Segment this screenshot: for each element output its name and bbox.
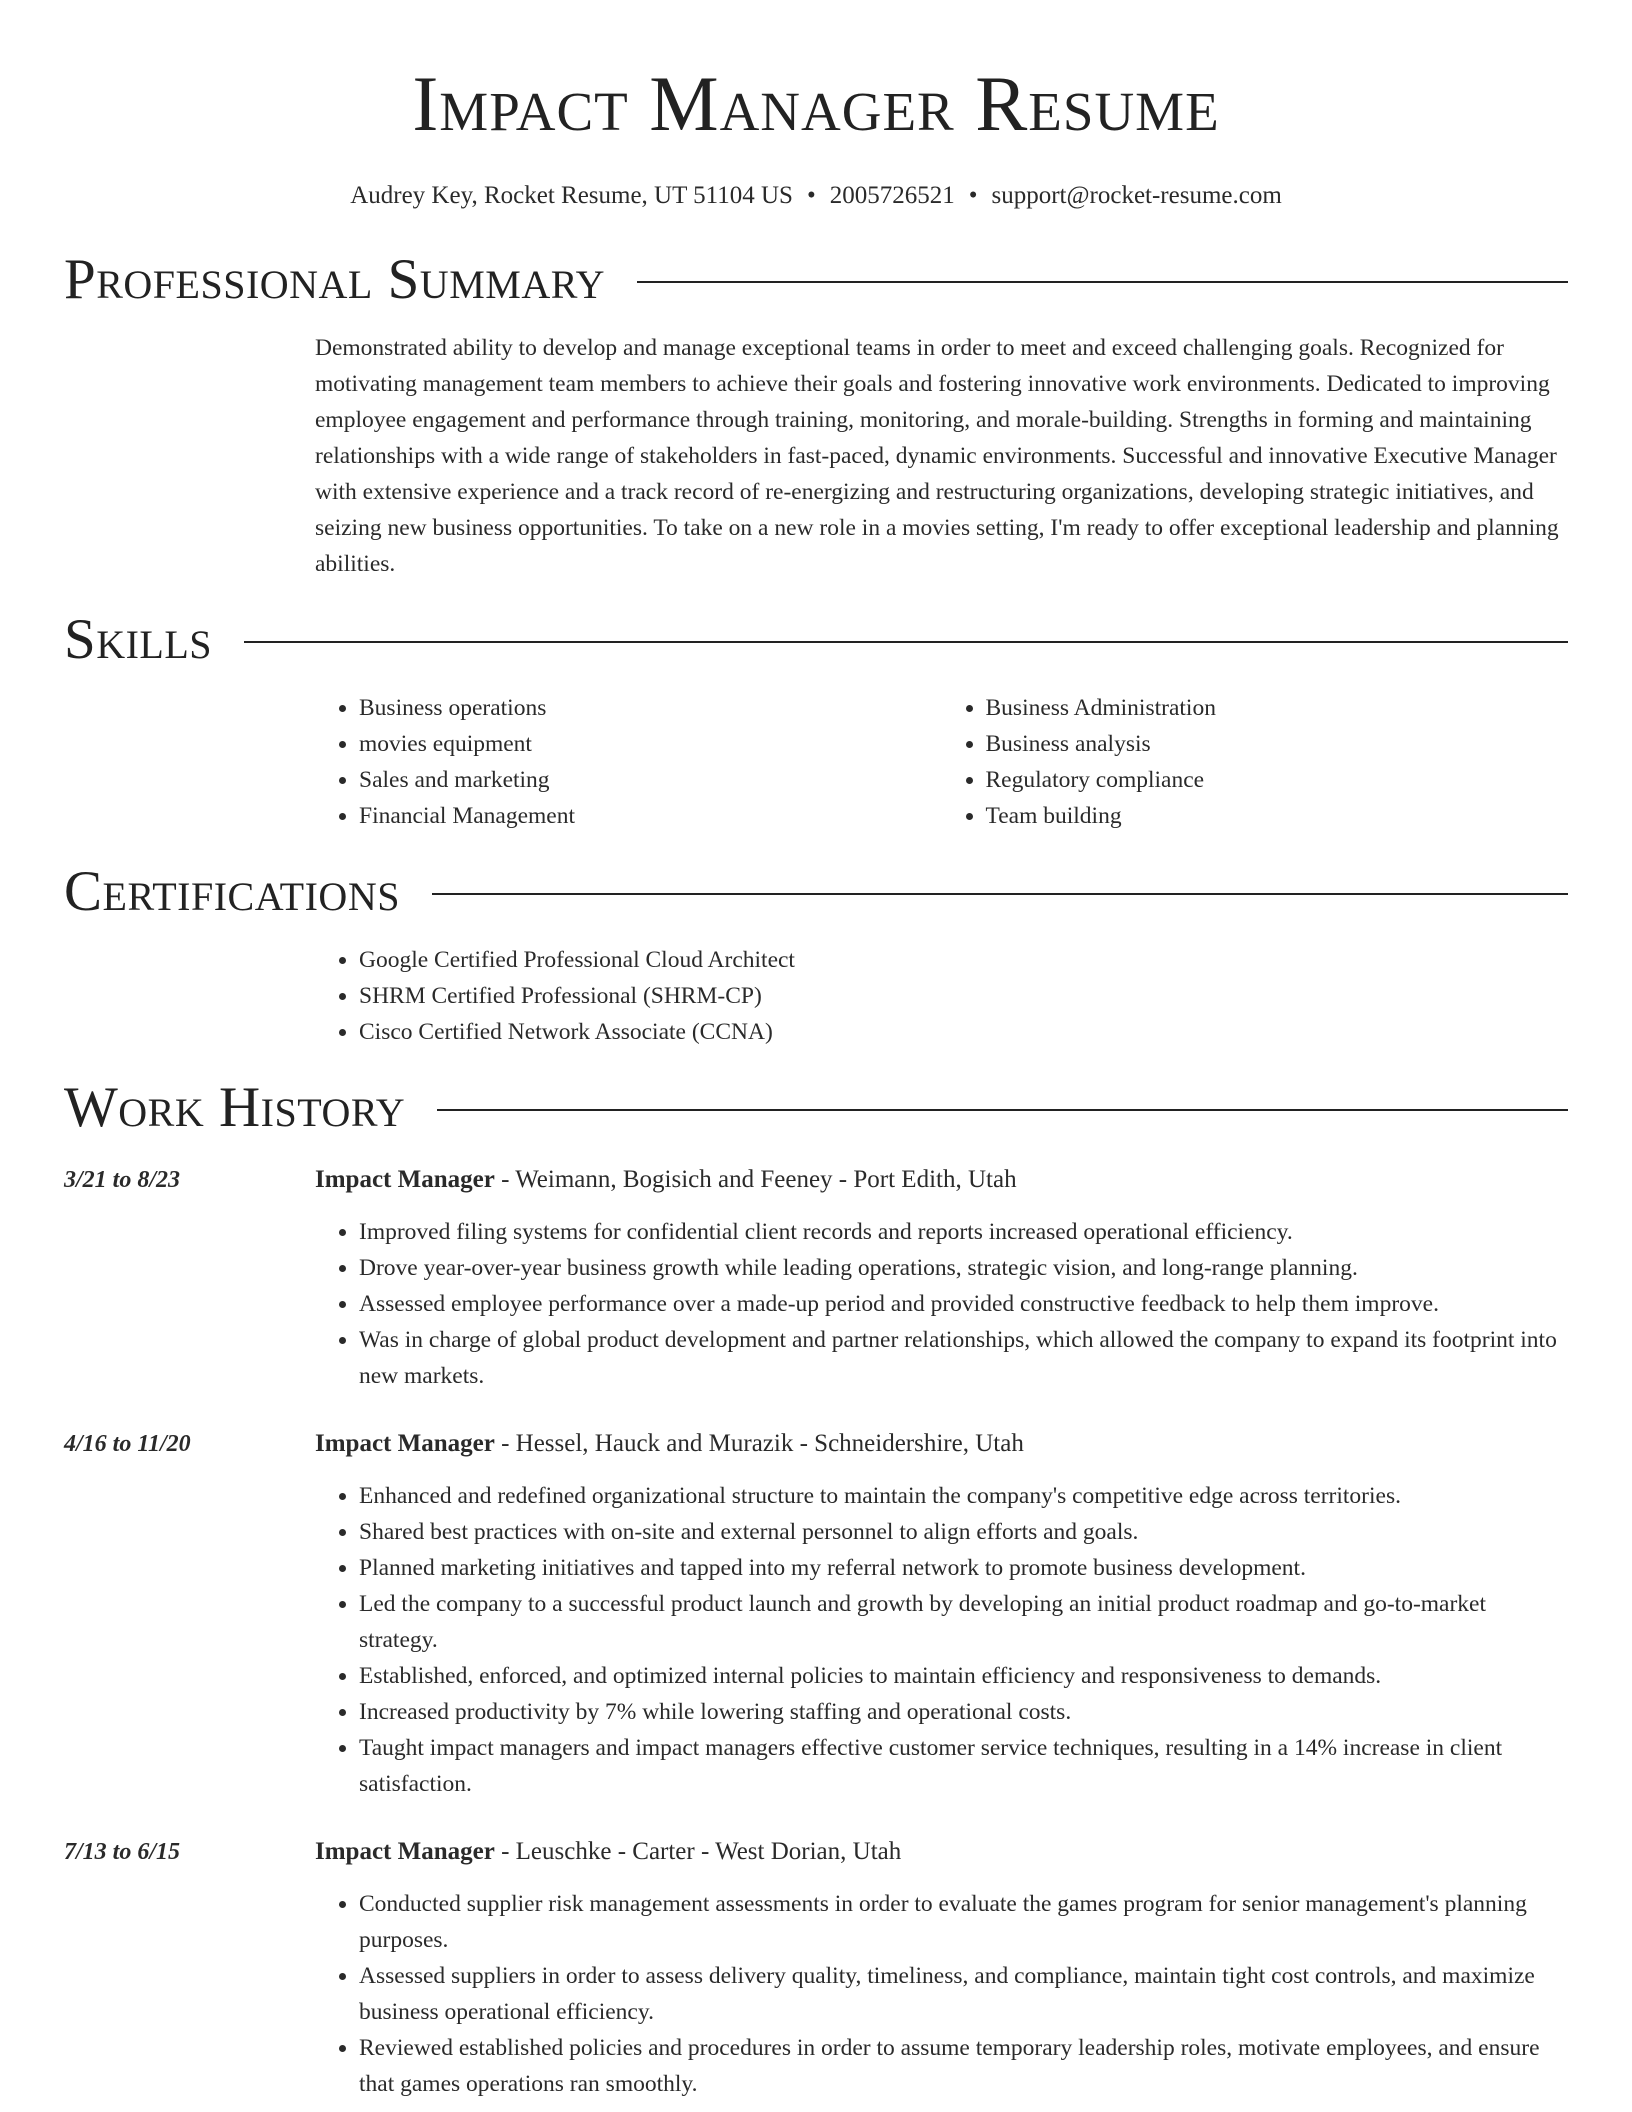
skills-column-right	[942, 690, 1569, 834]
job-bullet: • Conducted supplier risk management assessments in order to evaluate the games program for senior management's planning purposes.	[359, 1886, 1568, 1958]
skills-list	[315, 690, 1568, 834]
job-bullet: • Assessed suppliers in order to assess delivery quality, timeliness, and compliance, maintain tight cost controls, and maximize business operational efficiency.	[359, 1958, 1568, 2030]
section-divider	[244, 641, 1568, 643]
job-bullets	[315, 1214, 1568, 1394]
certification-item: • Google Certified Professional Cloud Architect	[359, 942, 1568, 978]
contact-email: support@rocket-resume.com	[991, 182, 1282, 209]
certifications-list	[315, 942, 1568, 1050]
summary-text: Demonstrated ability to develop and manage exceptional teams in order to meet and exceed challenging goals. Recognized for motivating management team members to achieve their goals and fostering innovative work environments. Dedicated to improving employee engagement and performance through training, monitoring, and morale-building. Strengths in forming and maintaining relationships with a wide range of stakeholders in fast-paced, dynamic environments. Successful and innovative Executive Manager with extensive experience and a track record of re-energizing and restructuring organizations, developing strategic initiatives, and seizing new business opportunities. To take on a new role in a movies setting, I'm ready to offer exceptional leadership and planning abilities.	[315, 335, 1559, 577]
contact-separator: •	[806, 182, 816, 209]
contact-line	[64, 180, 1568, 212]
job-title-line	[315, 1834, 901, 1870]
skill-item: • Business operations	[359, 690, 942, 726]
job-title-line	[315, 1162, 1017, 1198]
job-bullet: • Established, enforced, and optimized internal policies to maintain efficiency and responsiveness to demands.	[359, 1658, 1568, 1694]
job-entry	[64, 1162, 1568, 1394]
skills-section-header	[64, 608, 1568, 672]
work-history-section-header	[64, 1076, 1568, 1140]
job-dates: 4/16 to 11/20	[64, 1431, 191, 1457]
job-dates: 7/13 to 6/15	[64, 1839, 181, 1865]
job-role: Impact Manager	[315, 1166, 495, 1193]
section-divider	[637, 281, 1568, 283]
certifications-heading: Certifications	[64, 860, 400, 923]
certification-item: • SHRM Certified Professional (SHRM-CP)	[359, 978, 1568, 1014]
job-title-line	[315, 1426, 1024, 1462]
job-bullets	[315, 1478, 1568, 1802]
job-bullets	[315, 1886, 1568, 2102]
certification-item: • Cisco Certified Network Associate (CCNA)	[359, 1014, 1568, 1050]
skill-item: • Regulatory compliance	[986, 762, 1569, 798]
job-bullet: • Taught impact managers and impact managers effective customer service techniques, resulting in a 14% increase in client satisfaction.	[359, 1730, 1568, 1802]
summary-heading: Professional Summary	[64, 248, 606, 311]
job-company: - Hessel, Hauck and Murazik - Schneidershire, Utah	[494, 1430, 1024, 1457]
skill-item: • Financial Management	[359, 798, 942, 834]
job-bullet: • Was in charge of global product development and partner relationships, which allowed the company to expand its footprint into new markets.	[359, 1322, 1568, 1394]
skill-item: • Business Administration	[986, 690, 1569, 726]
skills-heading: Skills	[64, 608, 213, 671]
section-divider	[437, 1109, 1568, 1111]
job-entry	[64, 1834, 1568, 2102]
job-bullet: • Led the company to a successful product launch and growth by developing an initial product roadmap and go-to-market strategy.	[359, 1586, 1568, 1658]
job-bullet: • Assessed employee performance over a made-up period and provided constructive feedback to help them improve.	[359, 1286, 1568, 1322]
job-bullet: • Improved filing systems for confidential client records and reports increased operational efficiency.	[359, 1214, 1568, 1250]
work-history-heading: Work History	[64, 1076, 406, 1139]
skill-item: • Team building	[986, 798, 1569, 834]
certifications-section-header	[64, 860, 1568, 924]
contact-separator: •	[968, 182, 978, 209]
job-bullet: • Reviewed established policies and procedures in order to assume temporary leadership roles, motivate employees, and ensure that games operations ran smoothly.	[359, 2030, 1568, 2102]
job-entry	[64, 1426, 1568, 1802]
job-dates: 3/21 to 8/23	[64, 1167, 181, 1193]
summary-section-header	[64, 248, 1568, 312]
contact-phone: 2005726521	[829, 182, 955, 209]
skill-item: • Business analysis	[986, 726, 1569, 762]
skill-item: • Sales and marketing	[359, 762, 942, 798]
job-bullet: • Enhanced and redefined organizational structure to maintain the company's competitive edge across territories.	[359, 1478, 1568, 1514]
job-bullet: • Planned marketing initiatives and tapped into my referral network to promote business development.	[359, 1550, 1568, 1586]
job-bullet: • Drove year-over-year business growth while leading operations, strategic vision, and long-range planning.	[359, 1250, 1568, 1286]
skills-column-left	[315, 690, 942, 834]
job-company: - Leuschke - Carter - West Dorian, Utah	[494, 1838, 902, 1865]
contact-address: Audrey Key, Rocket Resume, UT 51104 US	[350, 182, 793, 209]
resume-title: Impact Manager Resume	[412, 60, 1220, 147]
section-divider	[432, 893, 1568, 895]
job-role: Impact Manager	[315, 1430, 495, 1457]
job-bullet: • Increased productivity by 7% while lowering staffing and operational costs.	[359, 1694, 1568, 1730]
job-company: - Weimann, Bogisich and Feeney - Port Edith, Utah	[494, 1166, 1017, 1193]
job-role: Impact Manager	[315, 1838, 495, 1865]
job-bullet: • Shared best practices with on-site and external personnel to align efforts and goals.	[359, 1514, 1568, 1550]
skill-item: • movies equipment	[359, 726, 942, 762]
